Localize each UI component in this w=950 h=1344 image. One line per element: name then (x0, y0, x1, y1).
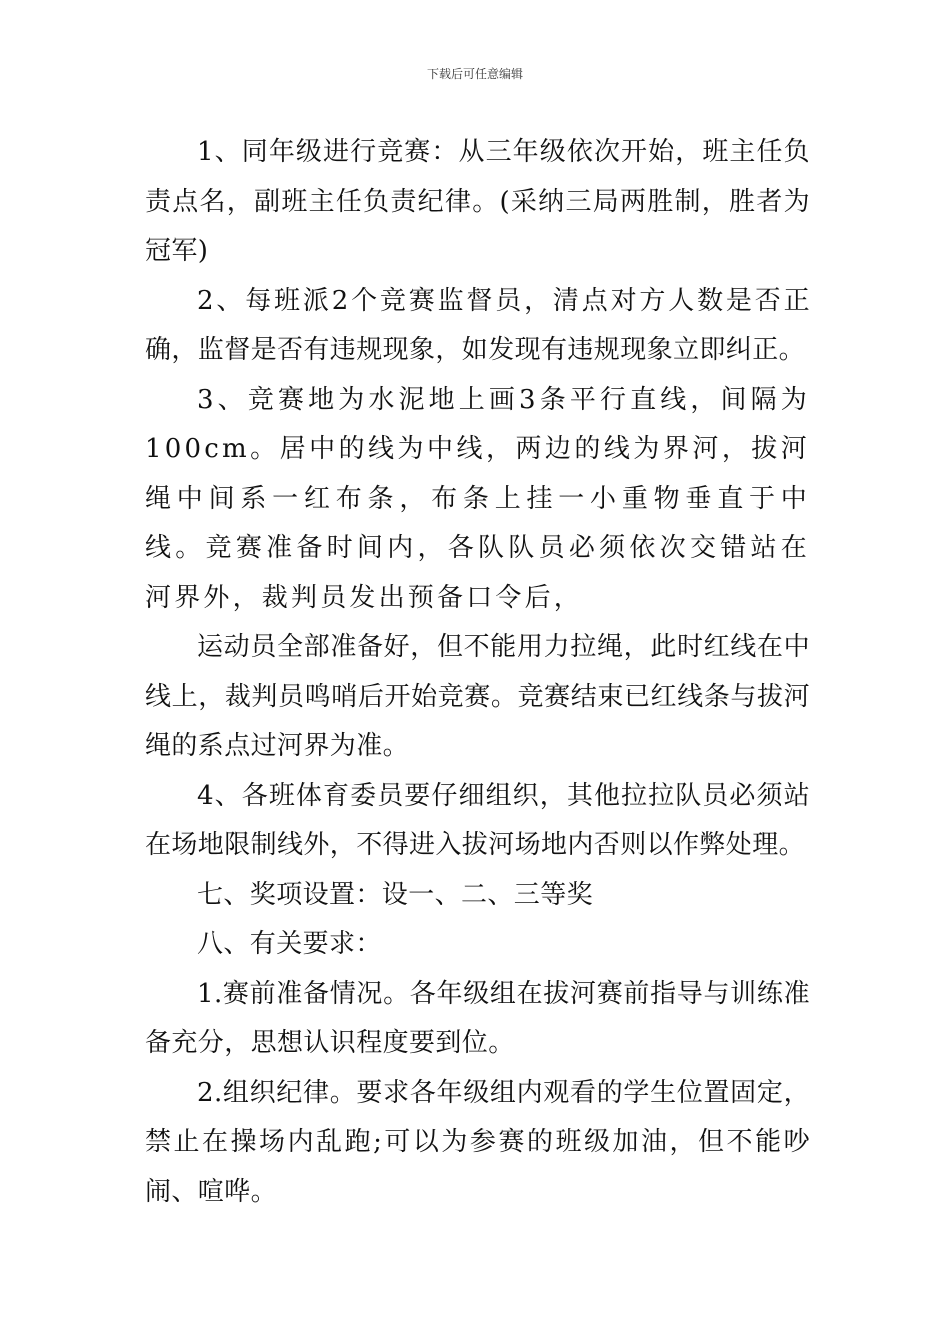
paragraph-rule-1: 1、同年级进行竞赛：从三年级依次开始，班主任负责点名，副班主任负责纪律。(采纳三局两胜制，胜者为冠军) (145, 137, 810, 266)
section-awards: 七、奖项设置：设一、二、三等奖 (197, 879, 594, 910)
requirement-1: 1.赛前准备情况。各年级组在拔河赛前指导与训练准备充分，思想认识程度要到位。 (145, 978, 810, 1058)
document-body (145, 128, 810, 1217)
paragraph-rule-3: 3、竞赛地为水泥地上画3条平行直线，间隔为100cm。居中的线为中线，两边的线为界河，拔河绳中间系一红布条，布条上挂一小重物垂直于中线。竞赛准备时间内，各队队员必须依次交错站在河界外，裁判员发出预备口令后， (145, 384, 810, 613)
section-requirements: 八、有关要求： (197, 929, 382, 959)
paragraph-rule-4: 4、各班体育委员要仔细组织，其他拉拉队员必须站在场地限制线外，不得进入拔河场地内否则以作弊处理。 (145, 780, 810, 860)
paragraph-rule-3-continued: 运动员全部准备好，但不能用力拉绳，此时红线在中线上，裁判员鸣哨后开始竞赛。竞赛结束已红线条与拔河绳的系点过河界为准。 (145, 632, 810, 761)
paragraph-rule-2: 2、每班派2个竞赛监督员，清点对方人数是否正确，监督是否有违规现象，如发现有违规现象立即纠正。 (145, 285, 810, 365)
page-header: 下载后可任意编辑 (426, 67, 523, 81)
requirement-2: 2.组织纪律。要求各年级组内观看的学生位置固定，禁止在操场内乱跑;可以为参赛的班级加油，但不能吵闹、喧哗。 (145, 1077, 810, 1207)
